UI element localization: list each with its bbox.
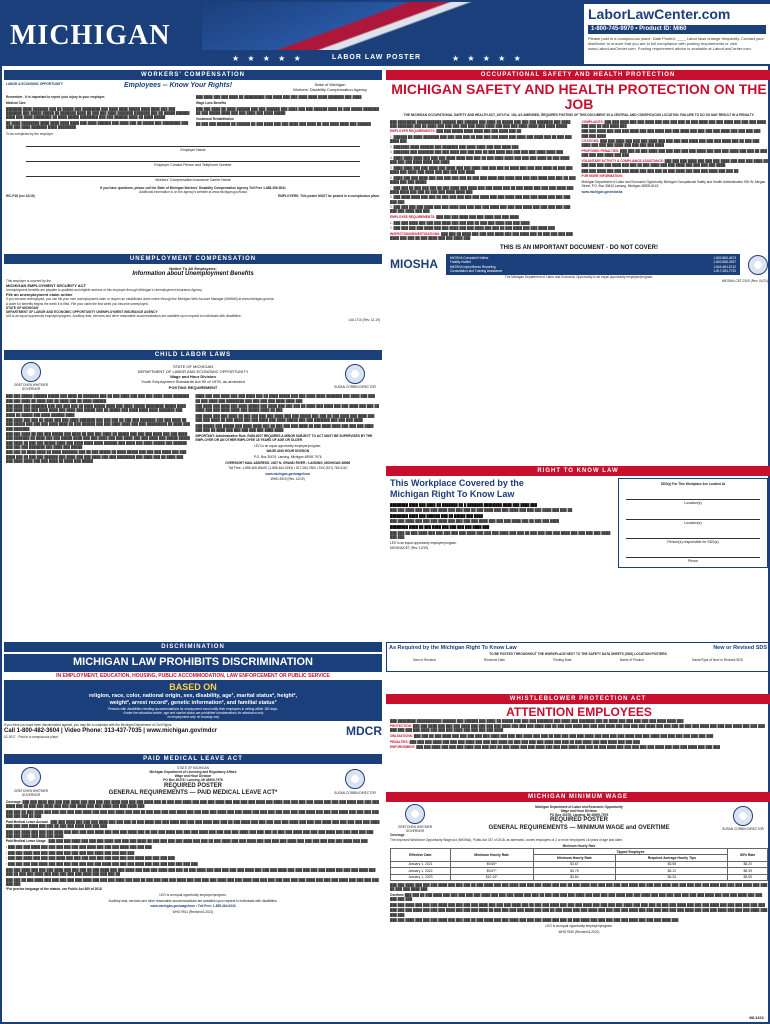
- wc-title: Employees -- Know Your Rights!: [123, 82, 233, 89]
- wc-bullet-2: Medical Care: [6, 101, 26, 106]
- cl-state: STATE OF MICHIGAN: [172, 363, 214, 369]
- leo-seal-icon: [345, 364, 365, 384]
- discrimination-section: [4, 654, 382, 754]
- ui-notice: Notice To All Employees:: [169, 266, 217, 271]
- osha-bar: OCCUPATIONAL SAFETY AND HEALTH PROTECTION: [386, 70, 770, 80]
- workers-comp-bar: WORKERS' COMPENSATION: [4, 70, 382, 80]
- whistle-obligations: OBLIGATIONS:: [390, 734, 413, 739]
- sds-col-5: Name/Type of New or Revised SDS: [692, 658, 743, 663]
- mw-cell: $9.65*: [450, 861, 533, 867]
- mw-cell: $6.26: [616, 874, 728, 880]
- brand-logo: LaborLawCenter.com: [588, 6, 731, 22]
- mw-director: SUSAN CORBIN DIRECTOR: [722, 827, 764, 832]
- osha-voluntary: VOLUNTARY ACTIVITY & COMPLIANCE ASSISTANCE:: [581, 158, 664, 163]
- poster-id: MI-1221: [749, 1015, 764, 1020]
- stars-right: ★ ★ ★ ★ ★: [452, 54, 524, 63]
- cl-web[interactable]: www.michigan.gov/wagehour: [265, 471, 311, 476]
- min-wage-table: [390, 848, 768, 881]
- pl-leo: LEO is an equal opportunity employer/program.: [159, 893, 227, 898]
- mw-cell: $3.84: [533, 874, 616, 880]
- pl-dept: Michigan Department of Licensing and Regulatory Affairs: [149, 770, 237, 775]
- osha-footer: The Michigan Department of Labor and Economic Opportunity is an equal opportunity employer/program.: [504, 274, 654, 279]
- mw-dept: Michigan Department of Labor and Economic Opportunity: [535, 804, 623, 809]
- rtk-loc-1: Location(s): [684, 501, 702, 506]
- cl-leo: LEO is an equal opportunity employer/program.: [254, 443, 322, 448]
- michigan-seal-icon: [21, 362, 41, 382]
- whistle-enforcement: ENFORCEMENT:: [390, 745, 416, 750]
- leo-seal-icon: [748, 255, 768, 275]
- mw-addr: PO Box 30476, Lansing, MI 48909-7976: [549, 813, 609, 818]
- osha-hotline-2-label: Fatality Hotline: [450, 260, 472, 265]
- pl-coverage: Coverage:: [6, 800, 22, 805]
- mw-title: GENERAL REQUIREMENTS — MINIMUM WAGE and OVERTIME: [488, 824, 670, 831]
- sds-left-title: As Required by the Michigan Right To Know Law: [389, 645, 517, 651]
- unemployment-section: [6, 266, 380, 354]
- right-to-know-bar: RIGHT TO KNOW LAW: [386, 466, 770, 476]
- mdcr-logo: MDCR: [346, 723, 382, 738]
- osha-hotline-4: 1-517-284-7720: [713, 268, 736, 273]
- mw-cell: $8.59: [728, 874, 768, 880]
- osha-inspections: INSPECTIONS/INVESTIGATIONS:: [390, 231, 441, 236]
- pl-addr: PO Box 30476 • Lansing, MI 48909-7976: [163, 778, 223, 783]
- osha-employee-req: EMPLOYEE REQUIREMENTS:: [390, 215, 436, 219]
- disc-bases-2: weight², arrest record², genetic information², and familial status³: [109, 700, 277, 707]
- state-name: MICHIGAN: [10, 20, 171, 51]
- wc-poster-req: EMPLOYERS: This poster MUST be posted in a conspicuous place.: [278, 194, 380, 199]
- disc-based-on: BASED ON: [169, 682, 217, 692]
- wc-bullet-4: Vocational Rehabilitation: [196, 116, 234, 121]
- disc-call: If you think you have been discriminated against, you may file a complaint with the Michigan Department of Civil Rights.: [4, 723, 173, 728]
- cl-dept: DEPARTMENT OF LABOR AND ECONOMIC OPPORTUNITY: [137, 368, 249, 374]
- paid-leave-section: GRETCHEN WHITMER GOVERNOR STATE OF MICHIGAN Michigan Department of Licensing and Regulatory Affairs Wage and Hour Division PO Box 30476 • Lansing, MI 48909-7976 REQUIRED POSTER GENERAL REQUIREMENTS — PAID MEDICAL LEAVE ACT* SUSAN CORBIN DIRECTOR Coverage: ███ ███ ████ ███ ███ ███ ████ ███ ███ ███ ███ ████ ███ ███ ███ ████ ███ ██ ███ ███ ████ ███ ███ ███ ████ ███ ███ ███ ███ ████ ███ ████ ███ ███ ███ ███ ████ ███ ███ ███ ████ ███ ███ ███ ████ ███ ██ ███ ███ ████ ███ ███ ███ ████ ███ ███ ████ ███ ███ ████ ███ ███ ███ ██ ███ ████ ███ ███ ███ ███ ███ ████ ███ ███ ███ ████ ███ ███ ██ ███ ███ ███ ███ ████ ███ ███ ███ ███ ████ ███ ███ ████ ███ ███ ███ ███ ███ ███ ███ ████ ███ ███ ███ ████ ███ ███ ███ ███ ███ ███ ███ ██ ███ Paid Medical Leave Accrual - ███ ███ ████ ███ ███ ███ ████ ███ ███ ███ ██ ███ ████ ███ ███ ████ ███ ███ ███ ████ ███ ███ ██ ███ ████ ███ ███ ███ ███ ███ ████ ███ ███ ███ ████ ███ ███ ███ ███ ███ ████ ███ ███ ███ ████ ███ ███ ██ ███ ███ ████ ███ ███ ███ ███ ███ ████ ███ ███ ███ ████ ███ ███ ███ ███ ████ ███ ███ ███ ████ ███ ██ ███ ███ ████ ███ ███ ███ ████ ███ ███ ███ ███ ████ ███ ███ ███ ██ ███ ███ ████ ███ ███ ███ ████ ███ ███ ███ ███ ███ ███ ███ ████ ███ ███ ███ ████ Paid Medical Leave Usage - ███ ███ ███ ████ ███ ███ ███ ████ ███ ███ ███ ████ ██ ███ ███ ███ ███ ████ ███ ███ ██ ███ ████ ███ ███ ████ ███ ███ ███ ███ ████ ███ ███ ███ ███ ███ ███ ████ ███ ███ • ███ ███ ███ ████ ███ ███ ███ ███ ███ ███ ████ ███ ███ ███ ████ ███ ███ ███ • ███ ███ ████ ███ ███ ███ ███ ███ ███ ███ ███ ████ ███ ███ ███ ███ • ███ ███ ████ ███ ███ ███ ████ ███ ███ ███ ███ ███ ███ ███ ███ ███ ████ ███ ███ ███ ███ • ███ ███ ███ ███ ████ ███ ███ ███ ███ ███ ███ ███ ████ ███ ███ ███ ████ ███ ███ ███ ███ ███ ███ ███ ███ ███ ████ ███ ███ ███ ████ ███ ███ ███ ██ ███ ████ ███ ███ ████ ███ ███ ███ ████ ███ ███ ██ ███ ████ ███ ███ ███ ███ ███ ████ ███ ███ ███ ████ ███ ███ ███ ███ ███ ████ ███ ███ ███ ████ ███ ███ ██ ███ ███ ████ ███ ███ ███ ███ ███ ████ ███ ███ ███ ██ ███ ███ ██ ███ ████ ███ ███ ███ ███ ███ ████ ███ ███ ███ ████ ███ ███ ██ ███ ███ ███ ███ ████ ███ ███ ███ ███ ████ ███ ███ ████ ███ ███ ███ ███ ███ ███ ███ ████ ███ ███ ███ ████ ███ ███ ███ ███ ███ ███ *For precise language of the statute, see Public Act 369 of 2018 LEO is an equal opportunity employer/program. Auxiliary aids, services and other reasonable accommodations are available upon request to individuals with disabilities. www.michigan.gov/wagehour • Toll Free: 1-855-464-9243 WHD 9911 (Revised 6-2021): [6, 766, 380, 914]
- sds-col-3: Posting Date: [553, 658, 572, 663]
- osha-more-info: FOR MORE INFORMATION:: [581, 174, 623, 179]
- ui-line1: This employer is covered by the: [6, 278, 51, 283]
- sds-col-2: Received Date: [484, 658, 505, 663]
- unemployment-bar: UNEMPLOYMENT COMPENSATION: [4, 254, 382, 264]
- osha-hotline-3-label: MIOSHA Injury/Illness Reporting: [450, 264, 496, 269]
- pl-governor: GRETCHEN WHITMER GOVERNOR: [14, 788, 48, 797]
- wc-form: WC-P18 (rev 12/19): [6, 194, 35, 199]
- cl-oversight: OVERSIGHT MAIL ADDRESS: 2407 N. GRAND RIVER • LANSING, MICHIGAN 48906: [225, 460, 351, 465]
- mw-tipped: Tipped Employee: [533, 848, 728, 854]
- rtk-title-2: Michigan Right To Know Law: [390, 489, 515, 500]
- osha-hotline-1: 1-800-866-4674: [713, 256, 736, 261]
- wc-field-carrier: Workers' Compensation Insurance Carrier Name: [155, 178, 231, 183]
- poster-header: [2, 2, 770, 66]
- wc-bullet-1: Remember - It is important to report your injury to your employer.: [6, 95, 106, 100]
- cl-title: Youth Employment Standards Act 90 of 1978, as amended: [141, 379, 245, 385]
- wc-subtitle: Workers' Disability Compensation Agency: [293, 87, 367, 93]
- pl-director: SUSAN CORBIN DIRECTOR: [334, 790, 376, 795]
- disc-call-2[interactable]: Call 1-800-482-3604 | Video Phone: 313-437-7035 | www.michigan.gov/mdcr: [4, 727, 218, 734]
- mw-form: WHD 9910 (Revised 6-2021): [558, 929, 600, 934]
- pl-footnote: *For precise language of the statute, see Public Act 369 of 2018: [6, 887, 102, 892]
- rtk-phone: Phone: [687, 559, 699, 564]
- mw-cell: $3.67: [533, 861, 616, 867]
- mw-cell: $8.20: [728, 861, 768, 867]
- mw-cell: $8.39: [728, 868, 768, 874]
- mw-cell: $5.98: [616, 861, 728, 867]
- cl-important: IMPORTANT: Administrative Rule, R408.6207 REQUIRES A MINOR SUBJECT TO ACT MUST BE SUPERVISED BY THE EMPLOYER OR AN OTHER EMPLOYEE 18 YEARS OF AGE OR OLDER: [195, 433, 373, 442]
- posting-note: Please post in a conspicuous place. Date Posted: ____ Labor laws change frequently. Contact your distributor to ensure that you are in full compliance with posting requirements or visit www.LaborLawCenter.com. Posting requirement advice is available at LaborLawCenter.com.: [588, 36, 764, 51]
- osha-web[interactable]: www.michigan.gov/miosha: [581, 189, 623, 194]
- cl-posting: POSTING REQUIREMENT: [168, 384, 218, 390]
- whistle-section: ATTENTION EMPLOYEES ███ ████████ ███████████ ██████ ███ ██████ ███ ████ ██ █████ ███ ███ ███ ███████ ███ ████ ███ ███████ ███ ██ ████ ███ ███ ███ ███ ███ ████ ████ ███ PROTECTION: ███ ███ ████ ███ ███ ███ ████ ███ ███ ███ ███ ████ ███ ███ ███ ████ ███ ██ ███ ███ ████ ███ ███ ███ ████ ███ ███ ███ ███ ████ ███ ███ ███ ██ ███ ███ ████ ███ ███ ███ ████ ███ ███ ███ ███ ███ ███ ███ ████ ███ ███ ███ ████ ███ ███ ███ ███ ████ OBLIGATIONS: ███ ███ ██ ███ ████ ███ ███ ███ ███ ███ ████ ███ ███ ███ ████ ███ ███ ██ ███ ███ ███ ███ ████ ███ ███ ███ ███ ████ ███ ███ ████ ███ ███ ███ ███ ███ ███ ███ PENALTIES: ███ ███ ███ ████ ███ ███ ███ ████ ███ ███ ███ ████ ██ ███ ███ ███ ███ ████ ███ ███ ██ ███ ████ ███ ███ ████ ███ ███ ███ ENFORCEMENT: ███ ███ ████ ███ ███ ███ ████ ███ ███ ███ ██ ███ ████ ███ ███ ████ ███ ███ ███ ████ ███ ███ ██ ███ ████ ███ ███ ███ ███ ███ ████ ███ ███ ███ ████ ███ ███ ███: [390, 706, 768, 790]
- min-wage-bar: MICHIGAN MINIMUM WAGE: [386, 792, 770, 802]
- mw-cell: January 1, 2023: [391, 874, 451, 880]
- osha-section: MICHIGAN SAFETY AND HEALTH PROTECTION ON THE JOB THE MICHIGAN OCCUPATIONAL SAFETY AND HEALTH ACT, 1974 P.A. 154, AS AMENDED, REQUIRES POSTING OF THIS DOCUMENT IN A CENTRAL AND CONSPICUOUS LOCATION. FAILURE TO DO SO MAY RESULT IN A PENALTY. ███ ████████ ███████████ ██████ ███ ██████ ███ ████ ██ █████ ███ ███ ███ ███████ ███ ████ ███ ███████ ███ ██ ████ ███ ███ ███ ███ ███ ████ ████ ███ ███ ███ ████ ████ ███ ████ █████ EMPLOYER REQUIREMENTS: ███ ███ █████ ████ ████ ███ ███ ████ ███ ██ 1. ██████ ██ ████ ███████ ███ ███ ███ ███ ██ ███ ███ ███ ████ ███ ████ ███ ████ ███ ██ ███ ███ ████ ███ 2. ███████ ████ ██████ ███ ███████ ███ ████ ████ ███ ███ ████ ███ 3. ███████ ███ ███████ ███ ███ ████ ███ ███ ███ ██ ███ ████ ███ ███ ███ ███ ████ ████ ███ 4. ████ ████ ████ ███ ███ ███ ████ ████ ███ ███ ██ ███ ████ ████ ███ ███ ███ ████ ██ ███ ████ ███ ███ ███ ████ ████ ███ ████ 5. ████ ████ ███ ███ ████ ███ ████ ███ ███ ████ ███ ███ ███ ██ ████ ███ ███ ███ ████ ██ ███ ███ ████ ███ ████ ███ ████ ███ ███ ███ ███ ████ 6. ████ ███ ███ ████ ███ ███ ███ ███ ███ ██ ███ ███ ████ ███ ████ ███ ███ ███ ████ ███ ███ ██ ███ ████ ███ ███ █████ 7. ███ ███ ██ ███ ███ ███ ██ ███ ████ ███ ████ ███ ███ ████ ███ ██ ███ ████ ███ ███ ███ ████ ███ ████ ████ ███ ███ ██ ███ ███ ████ ████ ███ 8. ███ ████ ████ ███ ███ ██ ███ ███ ███ ███ ███ ████ ███ ███ ████ ███ ███ ███ ████ ███ ███ ███ ███ ███ 9. ███ ███ ███ ███ ████ ███ ███ ████ ███ ███ ███ ███ ████ ███ ███ ███ ████ ███ ███ ███ ███ ███ ███ ███ ████ ███ ███ EMPLOYEE REQUIREMENTS: ███ ███ ███ ████ ███ ███ ████ ███ ███ ████ 1. ███ ███ ████ ███ ███ ███ ████ ███ ███ ███ ██ ███ ███ ████ ███ ███ ████ 2. ███ ███ ███ ███ ████ ███ ███ ████ ███ ███ ████ ███ ███ ██ ███ ████ ███ ███ ████ ███ INSPECTIONS/INVESTIGATIONS: ███ ███ ██ ████ ███ ███ ███ ████ ███ ███ ████ ███ ██ ███ ███ ███ ███ ████ ███ ███ ██ ███ ████ ███ ███ ████ ███ COMPLAINTS: ███ ███ ████ ███ ███ ████ ███ ███ ███ ███ ██ ███ ████ ███ ███ ████ ███ ███ ███ ████ ███ ███ ██ ███ ████ ███ ███ ███ ████ ███ ███ ███ ████ ███ ███ ████ ███ ███ ████ ███ ███ ███ ███ ████ ███ ███ ███ ███ ███ ███ ████ CITATIONS: ███ ███ ████ ███ ███ ███ ████ ███ ███ ███ ███ ████ ███ ███ ███ ████ ███ ██ ███ ███ ████ ███ ███ ███ ████ ███ ███ ███ ███ ████ PROPOSED PENALTIES: ███ ███ ██ ███ ████ ███ ███ ███ ███ ███ ████ ███ ███ ███ ████ ███ ███ ██ ███ ███ ███ ███ ████ ███ ███ VOLUNTARY ACTIVITY & COMPLIANCE ASSISTANCE: ███ ███ ███ ████ ███ ███ ███ ████ ███ ███ ███ ████ ██ ███ ███ ███ ███ ████ ███ ███ ██ ███ ████ ███ ███ ████ ███ ███ ███ ███ ████ ███ ███ ████ ███ ███ ███ ████ ███ ███ ███ ██ ███ ████ ███ ███ ███ ████ ███ ███ ██ FOR MORE INFORMATION: Michigan Department of Labor and Economic Opportunity Michigan Occupational Safety and Health Administration 530 W. Allegan Street, P.O. Box 30643 Lansing, Michigan 48909-8143 www.michigan.gov/miosha THIS IS AN IMPORTANT DOCUMENT - DO NOT COVER! MIOSHA MIOSHA Complaint Hotline 1-800-866-4674 Fatality Hotline 1-800-858-0397 MIOSHA Injury/Illness Reporting 1-844-464-6742 Consultation and Training Assistance 1-517-284-7720 The Michigan Department of Labor and Economic Opportunity is an equal opportunity employer/program. MIOSHA-CET-2100 (Rev. 01/21): [390, 82, 768, 284]
- osha-penalties: PROPOSED PENALTIES:: [581, 148, 620, 153]
- wc-field-contact: Employer Contact Person and Telephone Number: [154, 163, 232, 167]
- disc-sub: IN EMPLOYMENT, EDUCATION, HOUSING, PUBLIC ACCOMMODATION, LAW ENFORCEMENT OR PUBLIC SERVICE: [56, 672, 330, 679]
- mw-leo: LEO is an equal opportunity employer/program.: [545, 923, 613, 928]
- rtk-title-1: This Workplace Covered by the: [390, 478, 524, 488]
- osha-title: MICHIGAN SAFETY AND HEALTH PROTECTION ON THE JOB: [391, 82, 767, 112]
- disc-bases-1: religion, race, color, national origin, sex, disability, age¹, marital status², height²,: [88, 693, 298, 700]
- disc-title: MICHIGAN LAW PROHIBITS DISCRIMINATION: [4, 654, 382, 672]
- pl-div: Wage and Hour Division: [174, 774, 212, 779]
- wc-posted-by: To be completed by the employer: [6, 132, 53, 137]
- mw-cell: $9.87*: [450, 868, 533, 874]
- wc-field-employer: Employer Name: [180, 147, 206, 152]
- brand-phone: 1-800-745-9970 • Product ID: MI60: [588, 25, 766, 35]
- sds-instr: TO BE POSTED THROUGHOUT THE WORKPLACE NEXT TO THE SAFETY DATA SHEETS (SDS) LOCATION POSTERS: [489, 651, 667, 656]
- osha-hotline-2: 1-800-858-0397: [713, 260, 736, 265]
- osha-subtitle: THE MICHIGAN OCCUPATIONAL SAFETY AND HEALTH ACT, 1974 P.A. 154, AS AMENDED, REQUIRES POSTING OF THIS DOCUMENT IN A CENTRAL AND CONSPICUOUS LOCATION. FAILURE TO DO SO MAY RESULT IN A PENALTY.: [403, 113, 755, 118]
- mw-cell: $10.10*: [450, 874, 533, 880]
- osha-complaints: COMPLAINTS:: [581, 119, 604, 124]
- disc-disab: Persons with disabilities needing accommodations for employment must notify their employers in writing within 182 days.: [107, 707, 279, 711]
- mw-cell: $3.75: [533, 868, 616, 874]
- osha-urgent: THIS IS AN IMPORTANT DOCUMENT - DO NOT COVER!: [500, 244, 658, 251]
- cl-contact-title: WAGE AND HOUR DIVISION: [266, 449, 310, 454]
- min-wage-section: GRETCHEN WHITMER GOVERNOR Michigan Department of Labor and Economic Opportunity Wage and Hour Division PO Box 30476, Lansing, MI 48909-7976 REQUIRED POSTER GENERAL REQUIREMENTS — MINIMUM WAGE and OVERTIME SUSAN CORBIN DIRECTOR Coverage The Improved Workforce Opportunity Wage Act (IWOWA), Public Act 337 of 2018, as amended, covers employers of 2 or more employees 16 years of age and older. Minimum Hourly Rate Effective Date Minimum Hourly Rate Tipped Employee 85% Rate Minimum Hourly Rate Required Average Hourly Tips January 1, 2021 $9.65* $3.67 $5.98 $8.20 January 1, 2022 $9.87* $3.75 $6.12 $8.39 January 1, 2023 $10.10* $3.84 $6.26 $8.59 ███ ███ ████ ███ ███ ███ ████ ███ ███ ███ ██ ███ ████ ███ ███ ████ ███ ███ ███ ████ ███ ███ ██ ███ ████ ███ ███ ███ ███ ███ ████ ███ ███ ███ ████ ███ ███ ███ ███ ███ ████ ███ ███ ███ ████ ███ ███ ██ ███ ███ ████ ███ Overtime ███ ███ ██ ███ ████ ███ ███ ███ ███ ███ ████ ███ ███ ███ ████ ███ ███ ██ ███ ███ ███ ███ ████ ███ ███ ███ ███ ████ ███ ███ ████ ███ ███ ███ ███ ███ ███ ███ ████ ███ ███ ███ ████ ███ ███ ███ ███ ███ ███ ███ ████ ███ ███ ███ ████ ███ ███ ███ ███ ████ ███ ███ ███ ████ ███ ██ ███ ███ ████ ███ ███ ███ ████ ███ ███ ███ ███ ████ ███ ███ ███ ██ ███ ███ ████ ███ ███ ███ ████ ███ ███ ███ ███ ███ ███ ███ ███ ███ ████ ███ ███ ███ ████ ███ ███ ███ ████ ██ ███ ███ ███ ███ ████ ███ ███ ██ ███ ████ ███ ███ ████ ███ ███ ███ ███ ████ ███ ███ ███ ███ ███ ███ ████ ███ ███ ███ ████ ███ ███ ███ ████ ███ ███ ███ ███ ███ ████ ███ ███ ███ ████ ███ ███ ███ ██ ███ ████ ███ ███ ████ ███ ███ ███ ████ ███ ███ ██ ███ ████ ███ ███ ███ ███ ███ ████ ███ ███ ███ ████ ███ LEO is an equal opportunity employer/program. WHD 9910 (Revised 6-2021): [390, 804, 768, 934]
- michigan-seal-icon: [405, 804, 425, 824]
- pl-req: REQUIRED POSTER: [163, 782, 222, 789]
- poster-title: LABOR LAW POSTER: [332, 54, 422, 61]
- ui-rev: (Rev. 12-19): [362, 318, 380, 323]
- wc-state: State of Michigan: [314, 82, 346, 87]
- whistle-bar: WHISTLEBLOWER PROTECTION ACT: [386, 694, 770, 704]
- discrimination-bar: DISCRIMINATION: [4, 642, 382, 652]
- osha-hotline-4-label: Consultation and Training Assistance: [450, 268, 503, 273]
- workers-comp-section: LABOR & ECONOMIC OPPORTUNITY Employees -- Know Your Rights! State of Michigan Workers' Disability Compensation Agency Remember - It is important to report your injury to your employer. Medical Care ███████ ████ ███████ ███ ██ █████ ███ ████████ ███ ████ ████ █████ ████ ████ ███ ███ ███████ ███ █████ █████ ██ ███████ ████ ██ ███ ███ ████ ███████ ███████ ███ ██ █████ ██████ ████ ███ ████ ████████ ██ ████ █████ ████████ ███ ███ ██████ ████ ██ ████ █████ ██ ████ ████████ ████ ████ ████ ████ ███ ████ ██████ ███ ████ ███ ██ █████ ███ ████████ ███ ███ ███ ████ ███████ ████ ████████ ███ ████ ███ ███ ████ ██ █████████ ███ ████ ███ ███ ████ ████ ████ ███████ ███ ████ Wage Loss Benefits ███ ███ ████ ██ ████ ██████ ███ ███ ██████ ███ ████ ███ ███ ██████ ████ ██ ███ █████ ███████ ██ ███ █████ ████ ███ ███ ████ ███ ████ █████ Vocational Rehabilitation ██ ███ ███ ██████ ██ ██████ ██ ███ ████ ███ ███ ████ ███ ████ ██ ███ ████ ████ ███ ██████ To be completed by the employer Employer Name Employer Contact Person and Telephone Number Workers' Compensation Insurance Carrier Name If you have questions, please call the State of Michigan Workers' Disability Compensation Agency Toll Free 1-888-396-5041 Additional information is on the agency's website at www.michigan.gov/wdca WC-P18 (rev 12/19) EMPLOYERS: This poster MUST be posted in a conspicuous place.: [6, 82, 380, 199]
- sds-right-title: New or Revised SDS: [713, 645, 767, 651]
- whistle-title: ATTENTION EMPLOYEES: [506, 706, 652, 719]
- ui-title: Information about Unemployment Benefits: [132, 271, 254, 278]
- mw-req: REQUIRED POSTER: [549, 817, 608, 824]
- cl-form: WHD-4919 (Rev. 12/19): [270, 477, 305, 482]
- mw-governor: GRETCHEN WHITMER GOVERNOR: [398, 825, 432, 834]
- child-labor-section: GRETCHEN WHITMER GOVERNOR STATE OF MICHIGAN DEPARTMENT OF LABOR AND ECONOMIC OPPORTUNITY Wage and Hour Division Youth Employment Standards Act 90 of 1978, as amended POSTING REQUIREMENT SUSAN CORBIN DIRECTOR ███ ███ █████ ██████ █████ ███ ████ ██ ███████ ███ ██ ███ ████ ███ ███ ███ ████ ████ ███████ ███ ███ ████ ██ ████ ███ ██ ████ ███ ██ ████ ██████ ███ ████ ███ ███████ ███ ███ ███ ███ ██ ████ █████ ████ ███ ████ █████ ████████ █████ ████ ███ ████ ███ ███ ████ ████ ███ ████ ███ █████ ███ ██ █████ ███ ████ ████ ████ ███████ ███ ████ ██ █████ ███ ████ ██████ ████ ███ ████ ███ ███ ██ ████ ███ ███ ████ ███████ ███ ███ ███ ██ ███ ███ ███████ ███ ███ ████ ██ ███ █████ ███ ███ ███ ████ ████ ██ ███ ██████ ███ ███ ████ ████ ███ ███ █████████ ██ ████ ███ ███ ███████ ███ ███ ████ ██ ███ ███ █████ ███ ████ ██ ███ ███ ████ ██ █████ ███ ███ ███ ████ ███ ███ ████ ███ ███████ ██ ████ ███ ███ █████ ████ ███ ███ ████ ███ ███ ████ ███ ███ ████ ███ █████ █████ ███ ████ ██ ███ ███ █████ ████ ███ ████ ████ ████ ██████ ███ ████ ███ ████ █████ ███ ██████ ███ ███ ███ ███████ ███ ████ ███ █████ ███ ███ ██ ████ ████ ██ ████ ███████ ███ ██ ███ █████ ██ ████ █████ ███ ███ ███ ████ ███ ███ ████ ███ ██ ███ ███ ██████ ███ ████ ███ ███ ████ ███ ███ ████████ ███ ████ ███ ██ ████ ███ ███ ████ ████ ███ ███ ████ ██ ████ ███ █████ ████ ███ ███ ████ ███ ███ ████ ███ ██ ████ █████ ███ ███ ████ ████ ███████ ███ ████ ███ ███ ██ ███ ████ ███ ████████ ███ ███ ███ ███ ████ ████ ███ ███ ████ ███ ████ ███ ████ █████ ███ ████ ███ ███ ███ ██ ████ ███ ████ ███ ███ ████ ███ ███ ██ ████ ███ ███ ████ ████ ███ █████ ████ ██ ███ ███ ████ ███ ███ ████ ██ ███ ███ ███ ███ ████ ███ ███ █████ ███ ███ ██ ███ ████ ███ ████ ███ ███ ███ ████ ██ ███ ████ ███ ███ ████ ███ ████ █████ ███ ███ ███████ ███ ███ ███ ████ ███ █████ ███ █████ ███ ████ ████ ███ ██ ███ ███ ███ ████ ██ ███ ████ ████ ███ ███ ███ ████ ███ ███ ██ ████ ███ ███ ███ ███ ███ ████ ████ IMPORTANT: Administrative Rule, R408.6207 REQUIRES A MINOR SUBJECT TO ACT MUST BE SUPERVISED BY THE EMPLOYER OR AN OTHER EMPLOYEE 18 YEARS OF AGE OR OLDER LEO is an equal opportunity employer/program. WAGE AND HOUR DIVISION P.O. Box 30476, Lansing, Michigan 48909-7976 OVERSIGHT MAIL ADDRESS: 2407 N. GRAND RIVER • LANSING, MICHIGAN 48906 Toll Free: 1-855-4MI-WAGE (1-855-464-9243) • 517-284-7800 • FAX (517) 763-0110 www.michigan.gov/wagehour WHD-4919 (Rev. 12/19): [6, 363, 379, 482]
- cl-phone: Toll Free: 1-855-4MI-WAGE (1-855-464-9243) • 517-284-7800 • FAX (517) 763-0110: [228, 466, 348, 471]
- disc-post: Post in a conspicuous place.: [18, 735, 59, 740]
- whistle-penalties: PENALTIES:: [390, 739, 409, 744]
- mw-overtime: Overtime: [390, 892, 404, 897]
- miosha-logo: MIOSHA: [390, 257, 438, 272]
- rtk-loc-2: Location(s): [684, 520, 702, 525]
- mw-h4: Required Average Hourly Tips: [616, 855, 728, 861]
- pl-use: Paid Medical Leave Usage: [6, 839, 46, 844]
- mw-table-title: Minimum Hourly Rate: [562, 843, 596, 848]
- osha-form: MIOSHA-CET-2100 (Rev. 01/21): [721, 279, 768, 284]
- right-to-know-section: This Workplace Covered by the Michigan Right To Know Law ████████ ████ ███ ████ ██ ███████ ██ █ ███████ ████████ ████ ███ ████ ███ ███ ███ ████ ███ ███ ███ ████ ███ ███ ███ ██ ███ ████ ███ ███ ████ ███ ███ ███ ████ ███ ███ ██ ████████ ████ ███ ██████ ███ ██ █████ ███ ████ ███ ███ ████ ███ ███ ███ ████ ███ ███ ███ ███ ████ ███ ███ ███ ████ ███ ██ ███ ███ ████ ████████ ████ ██ ███ ████ ███ ███ ███ ███ ████ ███ ███ ███ ██ ███ ████ ███ ███ ███ ███ ███ ████ ███ ███ ███ ████ ███ ███ ██ ███ ███ ███ ███ ████ ███ ███ ███ ███ ████ ███ ███ LEO is an equal opportunity employer/program. MIOSHA/CET (Rev. 12/19) SDS(s) For This Workplace Are Located At Location(s) Location(s) Person(s) responsible for SDS(s) Phone: [390, 478, 768, 638]
- ui-form: UIA 1710: [348, 318, 362, 323]
- ui-agency: MICHIGAN EMPLOYMENT SECURITY ACT: [6, 282, 87, 288]
- brand-box: [584, 4, 770, 64]
- disc-note-2: ²In employment only ³In housing only: [166, 715, 220, 720]
- table-row: [391, 874, 768, 880]
- osha-address: Michigan Department of Labor and Economic Opportunity Michigan Occupational Safety and Health Administration 530 W. Allegan Street, P.O. Box 30643 Lansing, Michigan 48909-8143: [581, 179, 766, 189]
- disc-form: 02-2017: [4, 735, 16, 740]
- wc-bullet-3: Wage Loss Benefits: [196, 101, 227, 106]
- pl-form: WHD 9911 (Revised 6-2021): [172, 910, 214, 914]
- disc-note-1: ¹Under the education article, age and marital status are prohibited considerations for admission only: [122, 711, 264, 716]
- rtk-leo: LEO is an equal opportunity employer/program.: [390, 540, 457, 545]
- stars-left: ★ ★ ★ ★ ★: [232, 54, 304, 63]
- cl-governor: GRETCHEN WHITMER GOVERNOR: [14, 383, 48, 392]
- mw-h3: Minimum Hourly Rate: [533, 855, 616, 861]
- mw-h2: Minimum Hourly Rate: [450, 848, 533, 861]
- leo-seal-icon: [345, 769, 365, 789]
- rtk-sds-box: SDS(s) For This Workplace Are Located At: [660, 482, 726, 486]
- pl-state: STATE OF MICHIGAN: [177, 766, 209, 770]
- cl-office: Wage and Hour Division: [170, 374, 216, 380]
- osha-citations: CITATIONS:: [581, 139, 600, 144]
- sds-col-1: New or Revised: [413, 658, 436, 663]
- pl-web[interactable]: www.michigan.gov/wagehour • Toll Free: 1-855-464-9243: [150, 904, 236, 909]
- osha-employer-req: EMPLOYER REQUIREMENTS:: [390, 129, 436, 134]
- ui-file-title: File an unemployment claim online: [6, 292, 73, 298]
- child-labor-bar: CHILD LABOR LAWS: [4, 350, 382, 360]
- cl-director: SUSAN CORBIN DIRECTOR: [334, 385, 376, 390]
- mw-h1: Effective Date: [391, 848, 451, 861]
- ui-dept: DEPARTMENT OF LABOR AND ECONOMIC OPPORTUNITY UNEMPLOYMENT INSURANCE AGENCY: [6, 309, 158, 314]
- michigan-seal-icon: [21, 767, 41, 787]
- wc-website: Additional information is on the agency's website at www.michigan.gov/wdca: [139, 189, 247, 194]
- ui-line2: Unemployment benefits are payable to qualified and eligible workers of this employer through Michigan's Unemployment Insurance Agency.: [6, 288, 203, 293]
- ui-state: STATE OF MICHIGAN: [6, 305, 39, 310]
- sds-col-4: Name of Product: [619, 658, 644, 663]
- rtk-person: Person(s) responsible for SDS(s): [667, 539, 719, 544]
- rtk-form: MIOSHA/CET (Rev. 12/19): [390, 546, 428, 551]
- pl-accrual: Paid Medical Leave Accrual: [6, 819, 48, 824]
- osha-hotline-1-label: MIOSHA Complaint Hotline: [450, 256, 489, 261]
- flag-ribbon: [202, 2, 582, 50]
- mw-cell: January 1, 2021: [391, 861, 451, 867]
- whistle-protection: PROTECTION:: [390, 724, 412, 729]
- mw-h5: 85% Rate: [728, 848, 768, 861]
- mw-intro: The Improved Workforce Opportunity Wage Act (IWOWA), Public Act 337 of 2018, as amended, covers employers of 2 or more employees 16 years of age and older.: [390, 837, 623, 842]
- mw-cell: $6.12: [616, 868, 728, 874]
- cl-contact: P.O. Box 30476, Lansing, Michigan 48909-7976: [254, 454, 322, 459]
- wc-questions: If you have questions, please call the State of Michigan Workers' Disability Compensation Agency Toll Free 1-888-396-5041: [100, 185, 286, 190]
- ui-claim: A claim for benefits begins the week it is filed. File your claim the first week you become unemployed.: [6, 301, 149, 306]
- leo-seal-icon: [733, 806, 753, 826]
- leo-agency: LABOR & ECONOMIC OPPORTUNITY: [6, 82, 63, 86]
- mw-coverage: Coverage: [390, 833, 405, 838]
- pl-contact: Auxiliary aids, services and other reasonable accommodations are available upon request to individuals with disabilities.: [108, 898, 278, 903]
- osha-hotline-3: 1-844-464-6742: [713, 264, 736, 269]
- sds-notice: [386, 642, 770, 672]
- paid-leave-bar: PAID MEDICAL LEAVE ACT: [4, 754, 382, 764]
- pl-title: GENERAL REQUIREMENTS — PAID MEDICAL LEAVE ACT*: [108, 790, 278, 797]
- mw-cell: January 1, 2022: [391, 868, 451, 874]
- ui-file-text: If you become unemployed, you can file your own unemployment claim or reopen an established claim online through the Michigan Web Account Manager (MiWAM) at www.michigan.gov/uia.: [6, 297, 275, 302]
- ui-eeo: UIA is an equal opportunity employer/program. Auxiliary aids, services and other reasonable accommodations are available upon request to individuals with disabilities.: [6, 314, 242, 318]
- mw-div: Wage and Hour Division: [560, 808, 598, 813]
